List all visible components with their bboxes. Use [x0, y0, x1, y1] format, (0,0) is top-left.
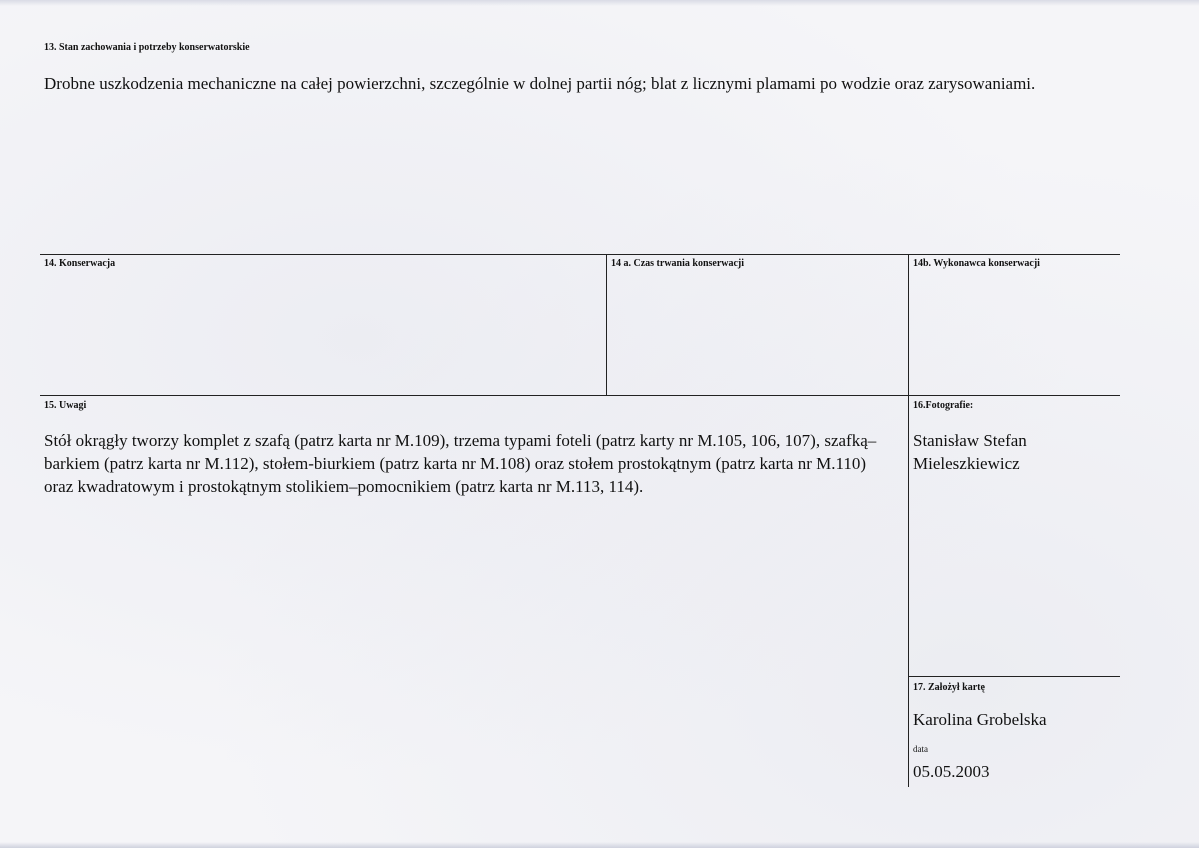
divider-line [606, 254, 607, 395]
section-13-label: 13. Stan zachowania i potrzeby konserwatorskie [44, 42, 250, 53]
scan-edge-top [0, 0, 1199, 6]
divider-line [908, 254, 909, 787]
section-13-text: Drobne uszkodzenia mechaniczne na całej powierzchni, szczególnie w dolnej partii nóg; blat z licznymi plamami po wodzie oraz zarysowaniami. [44, 74, 1036, 93]
divider-line [40, 254, 1120, 255]
section-17-label: 17. Założył kartę [913, 682, 985, 693]
section-14a-label: 14 a. Czas trwania konserwacji [611, 258, 745, 269]
section-16-text: Stanisław Stefan Mieleszkiewicz [913, 431, 1027, 473]
scan-edge-bottom [0, 842, 1199, 848]
card-author: Karolina Grobelska [913, 710, 1047, 729]
section-14b-label: 14b. Wykonawca konserwacji [913, 258, 1040, 269]
section-15-label: 15. Uwagi [44, 400, 87, 411]
card-date: 05.05.2003 [913, 762, 990, 781]
divider-line [40, 395, 1120, 396]
divider-line [908, 676, 1120, 677]
section-16-label: 16.Fotografie: [913, 400, 974, 411]
section-14-label: 14. Konserwacja [44, 258, 116, 269]
date-label: data [913, 744, 928, 754]
section-15-text: Stół okrągły tworzy komplet z szafą (patrz karta nr M.109), trzema typami foteli (patrz karty nr M.105, 106, 107), szafką–barkiem (patrz karta nr M.112), stołem-biurkiem (patrz karta nr M.108) oraz stołem prostokątnym (patrz karta nr M.110) oraz kwadratowym i prostokątnym stolikiem–pomocnikiem (patrz karta nr M.113, 114). [44, 431, 877, 496]
